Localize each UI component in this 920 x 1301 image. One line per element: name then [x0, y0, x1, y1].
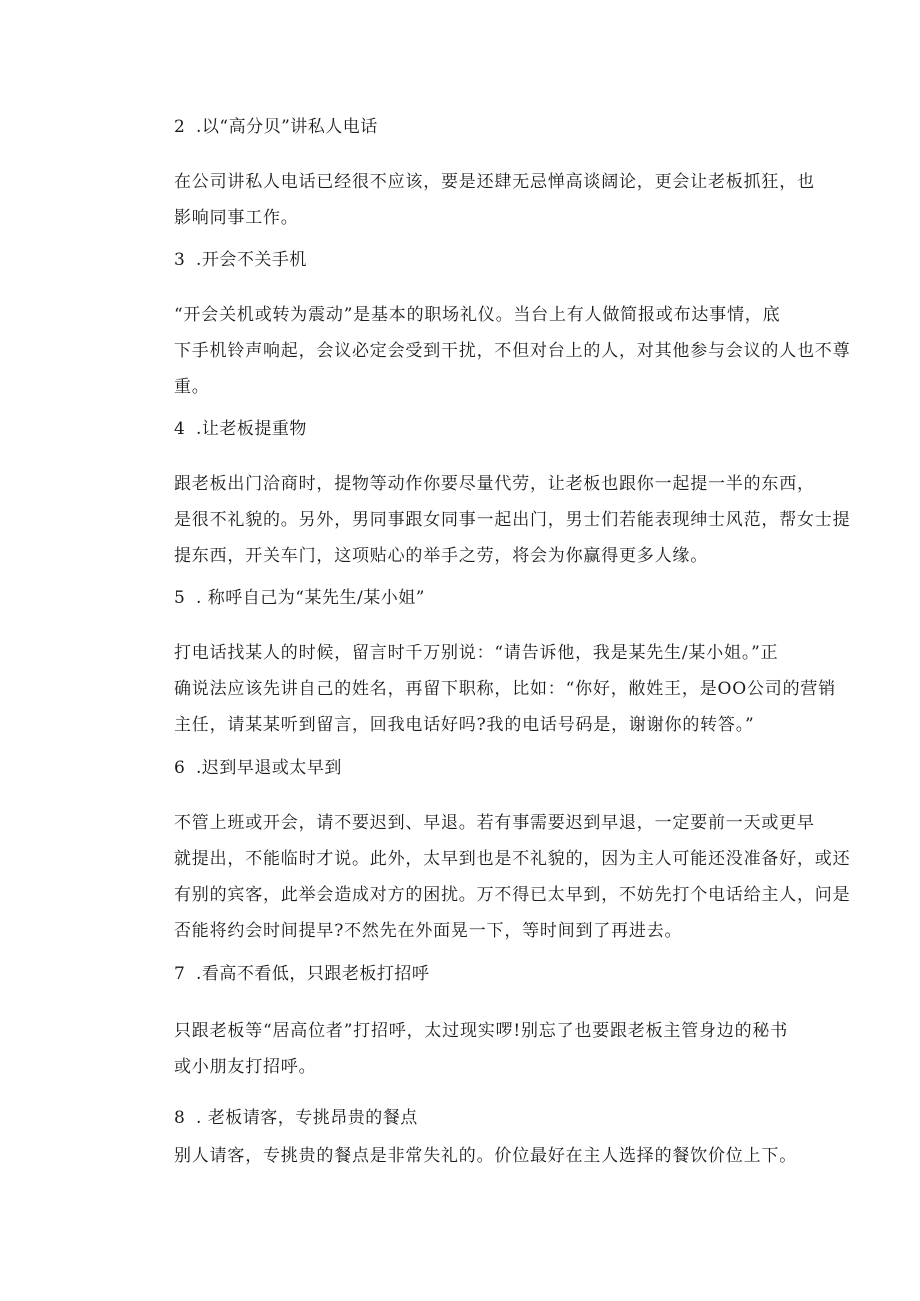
paragraph-line: 提东西，开关车门，这项贴心的举手之劳，将会为你赢得更多人缘。	[174, 546, 708, 566]
section-paragraph	[174, 635, 836, 743]
paragraph-line: 否能将约会时间提早?不然先在外面晃一下，等时间到了再进去。	[174, 921, 683, 941]
section-paragraph	[174, 164, 815, 236]
paragraph-line: 重。	[174, 377, 210, 397]
section-heading	[174, 587, 425, 609]
section-title: .迟到早退或太早到	[196, 758, 342, 778]
section-number: 2	[174, 117, 186, 137]
section-title: . 称呼自己为“某先生/某小姐”	[196, 588, 425, 608]
section-title: . 老板请客，专挑昂贵的餐点	[196, 1108, 418, 1128]
section-number: 5	[174, 588, 186, 608]
section-title: .让老板提重物	[196, 419, 307, 439]
section-heading	[174, 249, 307, 271]
section-number: 6	[174, 758, 186, 778]
section-heading	[174, 1107, 418, 1129]
paragraph-line: 就提出，不能临时才说。此外，太早到也是不礼貌的，因为主人可能还没准备好，或还	[174, 849, 851, 869]
section-number: 4	[174, 419, 186, 439]
paragraph-line: 主任，请某某听到留言，回我电话好吗?我的电话号码是，谢谢你的转答。”	[174, 715, 755, 735]
paragraph-line: 确说法应该先讲自己的姓名，再留下职称，比如：“你好，敝姓王，是OO公司的营销	[174, 679, 836, 699]
section-number: 8	[174, 1108, 186, 1128]
section-paragraph	[174, 297, 851, 405]
paragraph-line: 跟老板出门洽商时，提物等动作你要尽量代劳，让老板也跟你一起提一半的东西，	[174, 474, 815, 494]
paragraph-line: 下手机铃声响起，会议必定会受到干扰，不但对台上的人，对其他参与会议的人也不尊	[174, 341, 851, 361]
paragraph-line: 在公司讲私人电话已经很不应该，要是还肆无忌惮高谈阔论，更会让老板抓狂，也	[174, 172, 815, 192]
paragraph-line: 不管上班或开会，请不要迟到、早退。若有事需要迟到早退，一定要前一天或更早	[174, 813, 815, 833]
paragraph-line: 影响同事工作。	[174, 208, 299, 228]
paragraph-line: 或小朋友打招呼。	[174, 1057, 317, 1077]
section-paragraph	[174, 466, 851, 574]
section-heading	[174, 418, 307, 440]
section-heading	[174, 116, 378, 138]
section-paragraph	[174, 1013, 794, 1085]
section-paragraph	[174, 805, 851, 949]
section-heading	[174, 757, 342, 779]
section-title: .以“高分贝”讲私人电话	[196, 117, 378, 137]
section-paragraph	[174, 1138, 797, 1174]
section-number: 7	[174, 964, 186, 984]
section-heading	[174, 963, 429, 985]
paragraph-line: 别人请客，专挑贵的餐点是非常失礼的。价位最好在主人选择的餐饮价位上下。	[174, 1146, 797, 1166]
paragraph-line: 打电话找某人的时候，留言时千万别说：“请告诉他，我是某先生/某小姐。”正	[174, 643, 779, 663]
paragraph-line: 是很不礼貌的。另外，男同事跟女同事一起出门，男士们若能表现绅士风范，帮女士提	[174, 510, 851, 530]
section-number: 3	[174, 250, 186, 270]
paragraph-line: “开会关机或转为震动”是基本的职场礼仪。当台上有人做简报或布达事情，底	[174, 305, 781, 325]
paragraph-line: 只跟老板等“居高位者”打招呼，太过现实啰!别忘了也要跟老板主管身边的秘书	[174, 1021, 789, 1041]
paragraph-line: 有别的宾客，此举会造成对方的困扰。万不得已太早到，不妨先打个电话给主人，问是	[174, 885, 851, 905]
section-title: .开会不关手机	[196, 250, 307, 270]
section-title: .看高不看低，只跟老板打招呼	[196, 964, 430, 984]
